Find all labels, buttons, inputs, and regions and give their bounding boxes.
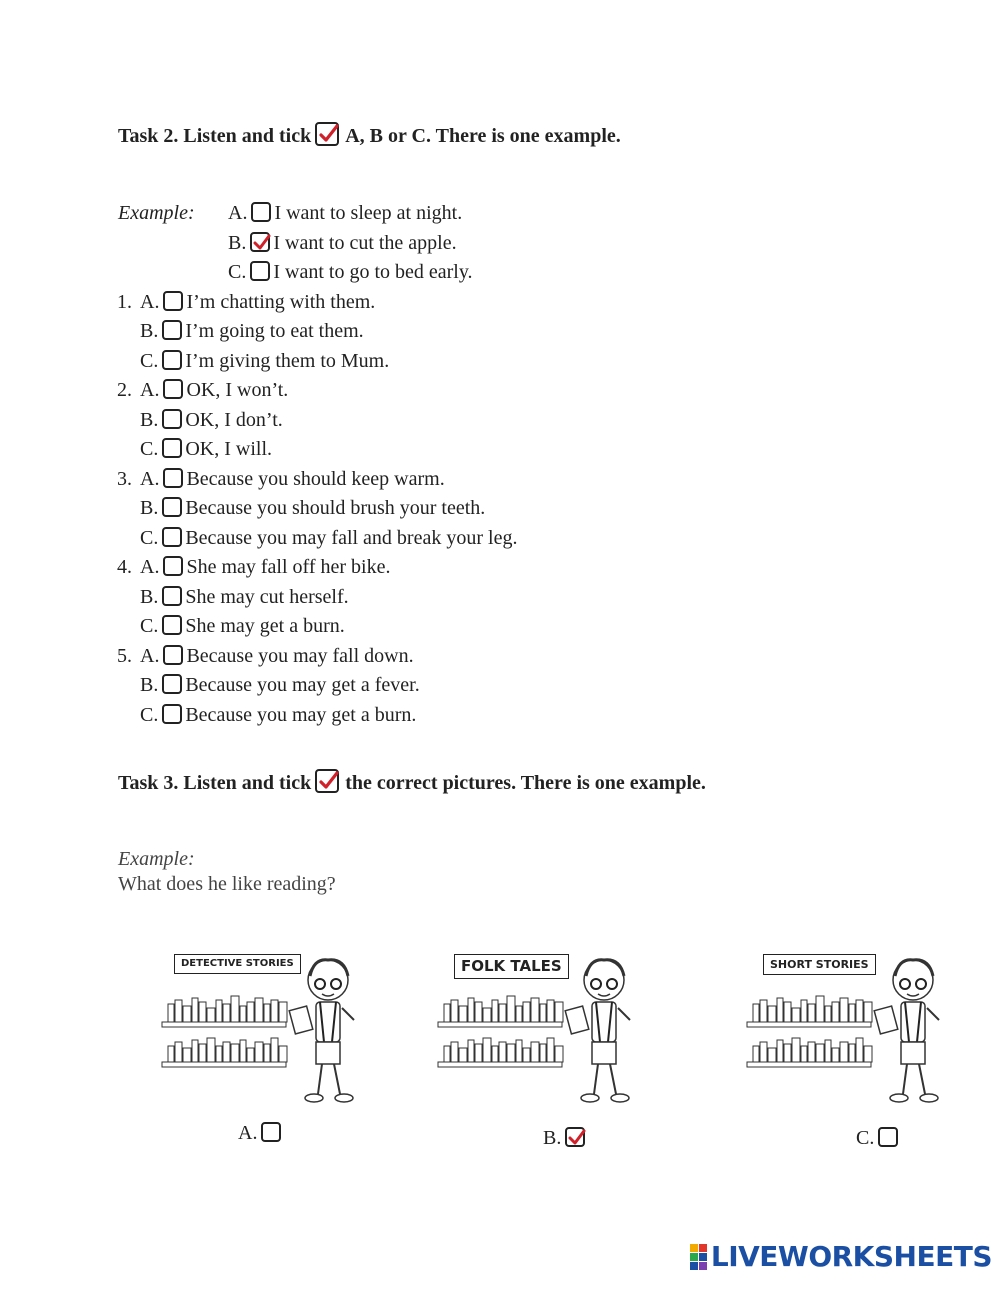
boy-reading-icon [288,958,368,1108]
option-text: Because you may fall down. [186,644,414,667]
option-letter: C. [140,703,159,726]
option-text: She may get a burn. [185,615,345,637]
checkbox[interactable] [261,1122,281,1142]
task3-heading-post: the correct pictures. There is one example. [345,772,706,794]
option-text: Because you may fall and break your leg. [185,526,518,549]
tick-icon [315,122,339,146]
option-row [117,349,389,373]
picture-letter: C. [856,1127,875,1149]
picture-option [436,950,666,1115]
option-row [117,290,375,314]
task2-heading [118,122,621,148]
option-text: She may fall off her bike. [186,556,391,578]
picture-choice [543,1127,588,1150]
question-number: 3. [117,467,132,490]
task3-example-label: Example: [118,848,195,870]
option-row [117,644,414,668]
option-text: Because you should brush your teeth. [185,497,486,519]
option-letter: A. [140,467,160,490]
question-number: 4. [117,556,132,578]
checkbox[interactable] [162,409,182,429]
checkbox[interactable] [251,202,271,222]
option-row [205,201,462,225]
option-text: I’m going to eat them. [185,320,364,342]
option-letter: A. [140,556,160,578]
checkbox[interactable] [163,645,183,665]
bookshelf-icon [160,984,290,1074]
bookshelf-sign: FOLK TALES [454,954,569,979]
option-text: OK, I will. [185,438,273,460]
option-letter: C. [140,526,159,549]
option-letter: A. [140,290,160,313]
logo-blocks-icon [690,1244,707,1270]
checkbox[interactable] [162,350,182,370]
boy-reading-icon [873,958,953,1108]
checked-box-icon[interactable] [565,1127,585,1147]
bookshelf-icon [745,984,875,1074]
option-letter: B. [228,231,247,254]
option-row [117,378,288,402]
option-text: She may cut herself. [185,585,349,608]
liveworksheets-logo [690,1240,992,1273]
option-text: Because you should keep warm. [186,467,445,490]
checkbox[interactable] [250,261,270,281]
option-letter: B. [140,585,159,608]
option-text: OK, I don’t. [185,408,283,431]
checked-box-icon[interactable] [250,232,270,252]
task3-heading [118,769,706,795]
picture-choice [856,1127,901,1150]
option-text: I want to sleep at night. [274,202,463,224]
question-number: 1. [117,290,132,313]
option-letter: B. [140,320,159,342]
option-row [117,319,364,343]
task2-example-label: Example: [118,202,195,224]
option-letter: C. [140,438,159,460]
logo-text: LIVEWORKSHEETS [710,1240,992,1273]
picture-choice [238,1122,284,1145]
bookshelf-sign: DETECTIVE STORIES [174,954,301,974]
checkbox[interactable] [162,674,182,694]
option-letter: C. [140,615,159,637]
option-letter: A. [228,202,248,224]
boy-reading-icon [564,958,644,1108]
checkbox[interactable] [162,704,182,724]
option-letter: B. [140,408,159,431]
bookshelf-icon [436,984,566,1074]
checkbox[interactable] [878,1127,898,1147]
option-row [117,614,345,638]
task2-heading-pre: Task 2. Listen and tick [118,125,312,147]
checkbox[interactable] [163,291,183,311]
option-letter: A. [140,644,160,667]
option-letter: C. [140,349,159,372]
option-row [117,585,349,609]
task3-question: What does he like reading? [118,873,336,895]
option-row [117,467,445,491]
option-row [117,437,272,461]
option-row [117,555,390,579]
option-letter: A. [140,379,160,401]
option-text: I’m giving them to Mum. [185,349,390,372]
option-row [117,703,416,727]
option-row [117,408,283,432]
option-row [117,673,420,697]
task2-heading-post: A, B or C. There is one example. [345,125,621,147]
option-text: Because you may get a fever. [185,674,420,696]
tick-icon [315,769,339,793]
bookshelf-sign: SHORT STORIES [763,954,876,975]
option-row [117,526,517,550]
option-text: I want to cut the apple. [273,231,457,254]
question-number: 5. [117,644,132,667]
option-text: I want to go to bed early. [273,261,473,283]
option-row [205,260,473,284]
picture-option [745,950,975,1115]
checkbox[interactable] [162,527,182,547]
option-row [205,231,457,255]
checkbox[interactable] [162,586,182,606]
option-text: OK, I won’t. [186,379,289,401]
option-text: Because you may get a burn. [185,703,417,726]
picture-letter: A. [238,1122,258,1144]
option-letter: B. [140,497,159,519]
task3-heading-pre: Task 3. Listen and tick [118,772,312,794]
checkbox[interactable] [163,556,183,576]
checkbox[interactable] [163,379,183,399]
checkbox[interactable] [163,468,183,488]
option-letter: C. [228,261,247,283]
checkbox[interactable] [162,615,182,635]
option-text: I’m chatting with them. [186,290,376,313]
option-row [117,496,485,520]
picture-letter: B. [543,1127,562,1149]
question-number: 2. [117,379,132,401]
checkbox[interactable] [162,497,182,517]
checkbox[interactable] [162,438,182,458]
option-letter: B. [140,674,159,696]
picture-option [160,950,390,1115]
checkbox[interactable] [162,320,182,340]
